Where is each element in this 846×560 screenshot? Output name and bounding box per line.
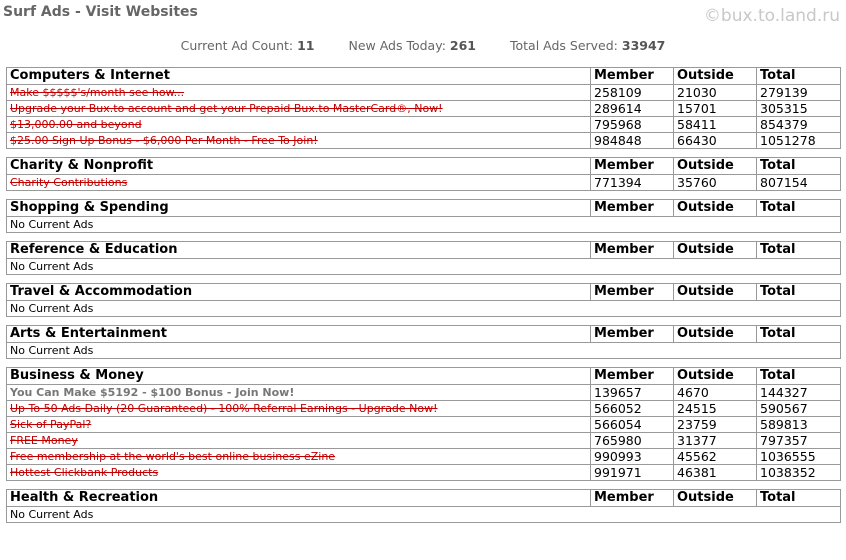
no-current-ads-text: No Current Ads: [7, 343, 841, 359]
ad-outside-count: 58411: [674, 117, 757, 133]
ad-title-cell: [7, 101, 591, 117]
ad-total-count: 1051278: [757, 133, 841, 149]
ad-row: [7, 385, 841, 401]
ad-link[interactable]: Upgrade your Bux.to account and get your Prepaid Bux.to MasterCard®, Now!: [10, 102, 443, 115]
category-name: Business & Money: [7, 368, 591, 385]
ad-link[interactable]: $25.00 Sign Up Bonus - $6,000 Per Month - Free To Join!: [10, 134, 318, 147]
ad-link[interactable]: Up To 50 Ads Daily (20 Guaranteed) - 100% Referral Earnings - Upgrade Now!: [10, 402, 438, 415]
ad-row: [7, 85, 841, 101]
outside-column-header: Outside: [674, 490, 757, 507]
ad-row: [7, 433, 841, 449]
category-header-row: [7, 242, 841, 259]
ad-link[interactable]: Sick of PayPal?: [10, 418, 92, 431]
total-column-header: Total: [757, 284, 841, 301]
new-ads-today-value: 261: [449, 38, 476, 53]
ad-title-cell: [7, 175, 591, 191]
ad-link[interactable]: You Can Make $5192 - $100 Bonus - Join Now!: [10, 386, 295, 399]
member-column-header: Member: [591, 158, 674, 175]
ad-row: [7, 449, 841, 465]
ad-row: [7, 401, 841, 417]
ad-row: [7, 417, 841, 433]
ad-member-count: 991971: [591, 465, 674, 481]
ad-total-count: 590567: [757, 401, 841, 417]
member-column-header: Member: [591, 284, 674, 301]
member-column-header: Member: [591, 326, 674, 343]
category-header-row: [7, 158, 841, 175]
category-name: Reference & Education: [7, 242, 591, 259]
ad-outside-count: 23759: [674, 417, 757, 433]
category-header-row: [7, 368, 841, 385]
ad-outside-count: 21030: [674, 85, 757, 101]
ad-categories: [6, 67, 840, 531]
ad-member-count: 990993: [591, 449, 674, 465]
ad-link[interactable]: Charity Contributions: [10, 176, 128, 189]
category-table-charity-and-nonprofit: [6, 157, 841, 191]
total-ads-served-label: Total Ads Served:: [509, 38, 618, 53]
total-column-header: Total: [757, 490, 841, 507]
empty-row: [7, 259, 841, 275]
ad-total-count: 1038352: [757, 465, 841, 481]
ad-row: [7, 175, 841, 191]
member-column-header: Member: [591, 242, 674, 259]
total-column-header: Total: [757, 68, 841, 85]
no-current-ads-text: No Current Ads: [7, 217, 841, 233]
current-ad-count-label: Current Ad Count:: [180, 38, 294, 53]
category-name: Health & Recreation: [7, 490, 591, 507]
total-column-header: Total: [757, 326, 841, 343]
ad-title-cell: [7, 133, 591, 149]
ad-title-cell: [7, 117, 591, 133]
ad-row: [7, 465, 841, 481]
ad-member-count: 139657: [591, 385, 674, 401]
ad-link[interactable]: FREE Money: [10, 434, 78, 447]
current-ad-count-value: 11: [297, 38, 315, 53]
outside-column-header: Outside: [674, 326, 757, 343]
category-header-row: [7, 490, 841, 507]
total-column-header: Total: [757, 200, 841, 217]
ad-total-count: 144327: [757, 385, 841, 401]
category-table-business-and-money: [6, 367, 841, 481]
empty-row: [7, 301, 841, 317]
ad-row: [7, 117, 841, 133]
category-table-arts-and-entertainment: [6, 325, 841, 359]
ad-link[interactable]: Make $$$$$'s/month see how...: [10, 86, 185, 99]
ad-member-count: 566052: [591, 401, 674, 417]
ad-total-count: 279139: [757, 85, 841, 101]
outside-column-header: Outside: [674, 200, 757, 217]
new-ads-today-label: New Ads Today:: [348, 38, 446, 53]
category-name: Travel & Accommodation: [7, 284, 591, 301]
ad-member-count: 566054: [591, 417, 674, 433]
total-column-header: Total: [757, 368, 841, 385]
ad-member-count: 289614: [591, 101, 674, 117]
outside-column-header: Outside: [674, 68, 757, 85]
outside-column-header: Outside: [674, 368, 757, 385]
category-header-row: [7, 326, 841, 343]
ad-member-count: 771394: [591, 175, 674, 191]
ad-outside-count: 4670: [674, 385, 757, 401]
ad-outside-count: 15701: [674, 101, 757, 117]
category-table-health-and-recreation: [6, 489, 841, 523]
ad-total-count: 807154: [757, 175, 841, 191]
ad-total-count: 589813: [757, 417, 841, 433]
member-column-header: Member: [591, 68, 674, 85]
no-current-ads-text: No Current Ads: [7, 507, 841, 523]
ad-title-cell: [7, 465, 591, 481]
ad-title-cell: [7, 85, 591, 101]
member-column-header: Member: [591, 200, 674, 217]
ad-title-cell: [7, 417, 591, 433]
ad-outside-count: 31377: [674, 433, 757, 449]
total-ads-served-value: 33947: [621, 38, 666, 53]
total-column-header: Total: [757, 158, 841, 175]
ad-row: [7, 133, 841, 149]
outside-column-header: Outside: [674, 242, 757, 259]
empty-row: [7, 507, 841, 523]
category-name: Shopping & Spending: [7, 200, 591, 217]
total-column-header: Total: [757, 242, 841, 259]
outside-column-header: Outside: [674, 284, 757, 301]
category-table-shopping-and-spending: [6, 199, 841, 233]
ad-link[interactable]: Hottest Clickbank Products: [10, 466, 159, 479]
category-name: Computers & Internet: [7, 68, 591, 85]
ad-title-cell: [7, 449, 591, 465]
page-title: Surf Ads - Visit Websites: [3, 4, 198, 20]
no-current-ads-text: No Current Ads: [7, 301, 841, 317]
ad-title-cell: [7, 385, 591, 401]
outside-column-header: Outside: [674, 158, 757, 175]
ad-outside-count: 24515: [674, 401, 757, 417]
category-name: Arts & Entertainment: [7, 326, 591, 343]
ad-member-count: 984848: [591, 133, 674, 149]
category-name: Charity & Nonprofit: [7, 158, 591, 175]
category-header-row: [7, 284, 841, 301]
ad-total-count: 854379: [757, 117, 841, 133]
ad-row: [7, 101, 841, 117]
category-table-travel-and-accommodation: [6, 283, 841, 317]
ad-member-count: 765980: [591, 433, 674, 449]
no-current-ads-text: No Current Ads: [7, 259, 841, 275]
ad-stats: [0, 38, 846, 53]
ad-outside-count: 35760: [674, 175, 757, 191]
category-header-row: [7, 68, 841, 85]
ad-member-count: 795968: [591, 117, 674, 133]
watermark: ©bux.to.land.ru: [703, 6, 840, 26]
ad-total-count: 1036555: [757, 449, 841, 465]
member-column-header: Member: [591, 490, 674, 507]
ad-member-count: 258109: [591, 85, 674, 101]
member-column-header: Member: [591, 368, 674, 385]
ad-total-count: 797357: [757, 433, 841, 449]
empty-row: [7, 217, 841, 233]
empty-row: [7, 343, 841, 359]
category-header-row: [7, 200, 841, 217]
ad-title-cell: [7, 401, 591, 417]
ad-title-cell: [7, 433, 591, 449]
ad-outside-count: 45562: [674, 449, 757, 465]
ad-total-count: 305315: [757, 101, 841, 117]
category-table-computers-and-internet: [6, 67, 841, 149]
ad-outside-count: 66430: [674, 133, 757, 149]
ad-link[interactable]: Free membership at the world's best online business eZine: [10, 450, 336, 463]
ad-link[interactable]: $13,000.00 and beyond: [10, 118, 142, 131]
ad-outside-count: 46381: [674, 465, 757, 481]
category-table-reference-and-education: [6, 241, 841, 275]
